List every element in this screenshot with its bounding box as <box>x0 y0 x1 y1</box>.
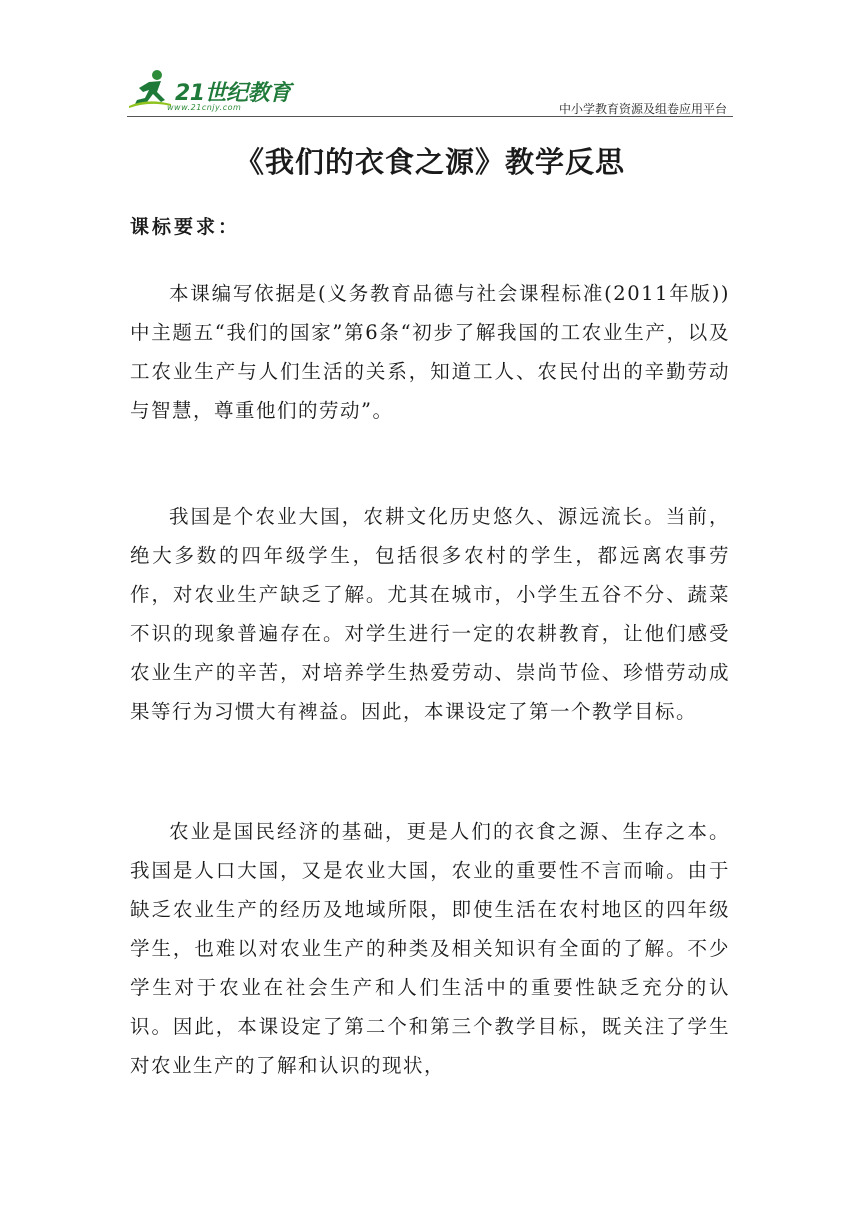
header-divider <box>127 116 733 117</box>
page-header <box>127 64 733 118</box>
header-slogan: 中小学教育资源及组卷应用平台 <box>558 102 727 116</box>
site-logo[interactable] <box>127 64 297 114</box>
paragraph: 本课编写依据是(义务教育品德与社会课程标准(2011年版))中主题五“我们的国家”第6条“初步了解我国的工农业生产，以及工农业生产与人们生活的关系，知道工人、农民付出的辛勤劳动与智慧，尊重他们的劳动”。 <box>130 282 730 422</box>
section-heading: 课标要求： <box>130 216 241 238</box>
document-title: 《我们的衣食之源》教学反思 <box>234 145 625 179</box>
logo-wordmark: 21世纪教育 <box>175 81 291 106</box>
paragraph: 我国是个农业大国，农耕文化历史悠久、源远流长。当前，绝大多数的四年级学生，包括很多农村的学生，都远离农事劳作，对农业生产缺乏了解。尤其在城市，小学生五谷不分、蔬菜不识的现象普遍存在。对学生进行一定的农耕教育，让他们感受农业生产的辛苦，对培养学生热爱劳动、崇尚节俭、珍惜劳动成果等行为习惯大有裨益。因此，本课设定了第一个教学目标。 <box>130 505 730 723</box>
paragraph: 农业是国民经济的基础，更是人们的衣食之源、生存之本。我国是人口大国，又是农业大国，农业的重要性不言而喻。由于缺乏农业生产的经历及地域所限，即使生活在农村地区的四年级学生，也难以对农业生产的种类及相关知识有全面的了解。不少学生对于农业在社会生产和人们生活中的重要性缺乏充分的认识。因此，本课设定了第二个和第三个教学目标，既关注了学生对农业生产的了解和认识的现状， <box>130 820 730 1077</box>
logo-url: www.21cnjy.com <box>167 103 242 112</box>
